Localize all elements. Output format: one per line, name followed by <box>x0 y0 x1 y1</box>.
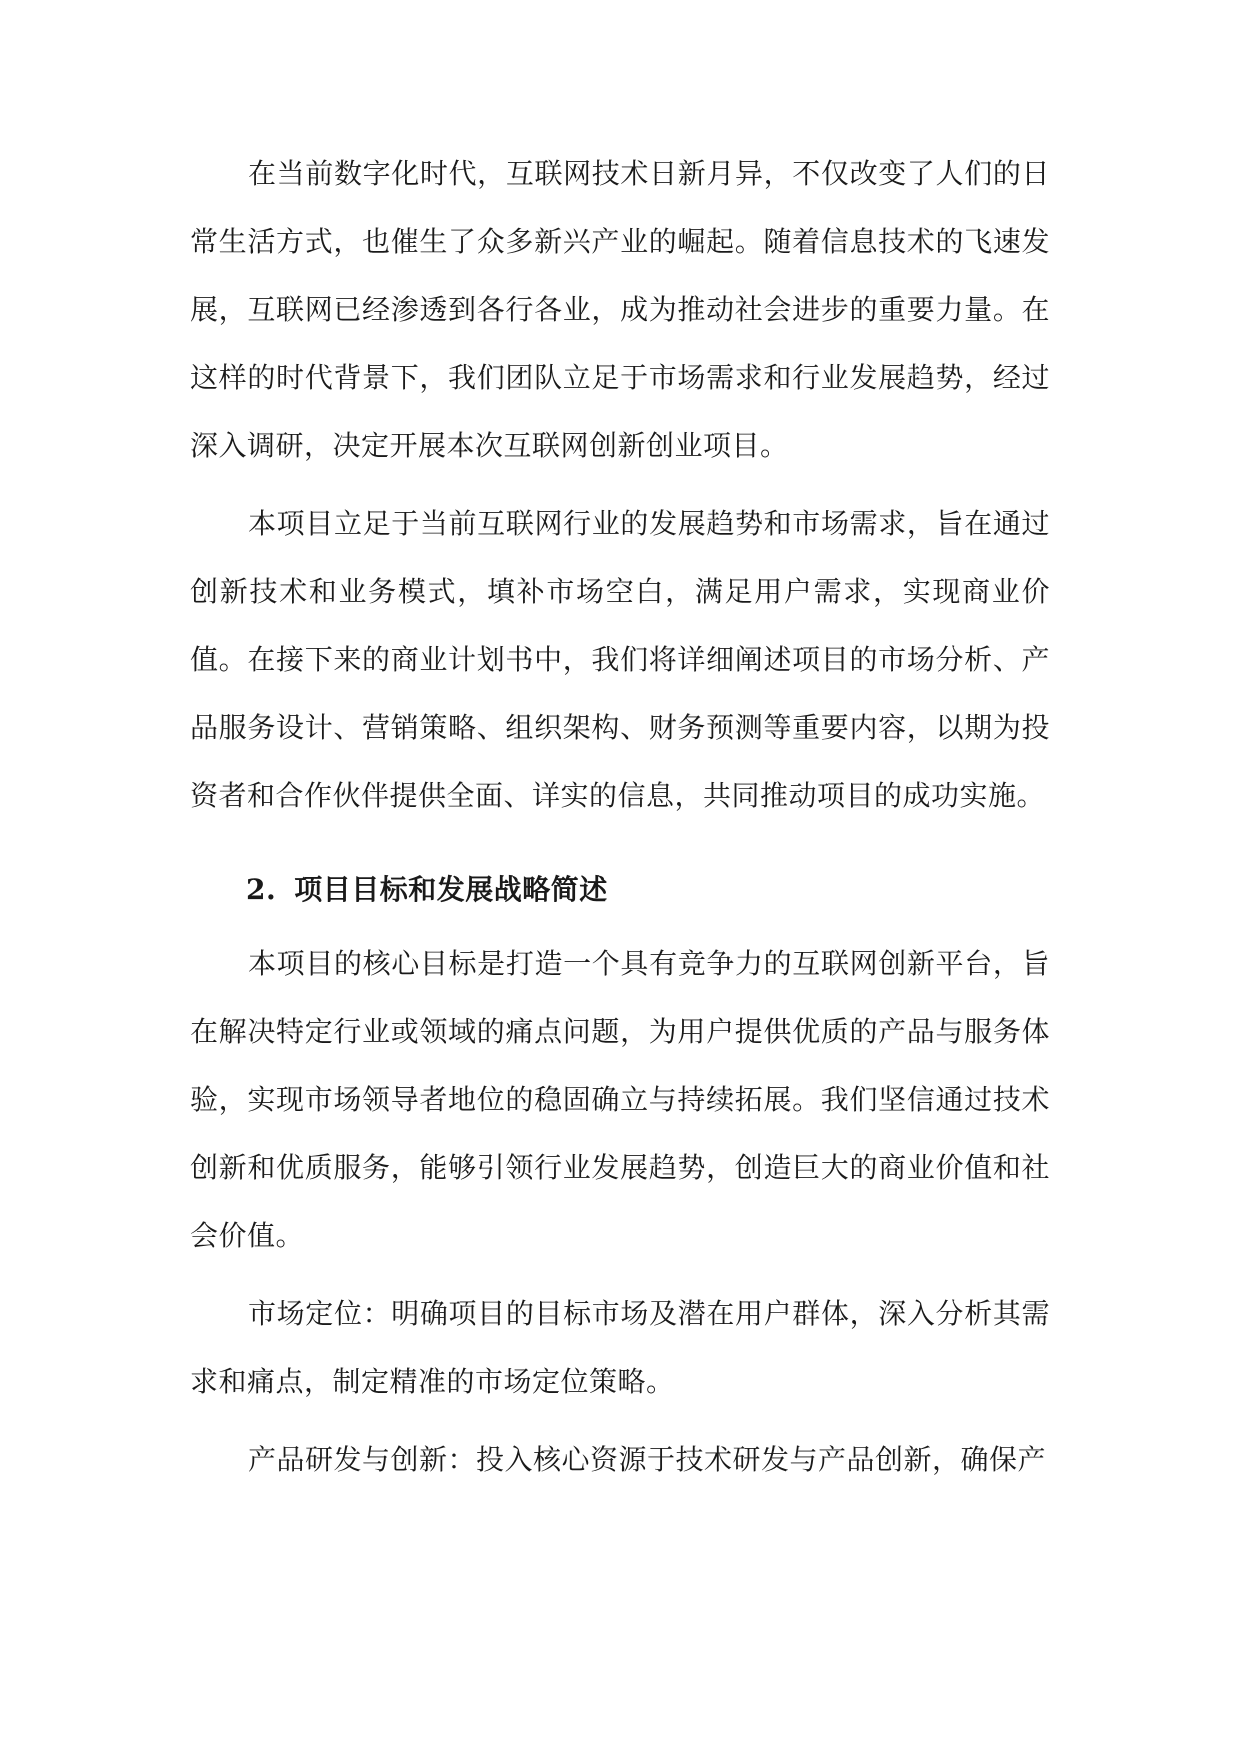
document-body <box>190 140 1050 1494</box>
section-title: 项目目标和发展战略简述 <box>294 873 608 906</box>
paragraph-market-positioning: 市场定位：明确项目的目标市场及潜在用户群体，深入分析其需求和痛点，制定精准的市场定位策略。 <box>190 1297 1050 1398</box>
paragraph-core-goal: 本项目的核心目标是打造一个具有竞争力的互联网创新平台，旨在解决特定行业或领域的痛点问题，为用户提供优质的产品与服务体验，实现市场领导者地位的稳固确立与持续拓展。我们坚信通过技术创新和优质服务，能够引领行业发展趋势，创造巨大的商业价值和社会价值。 <box>190 947 1050 1252</box>
paragraph-intro-purpose: 本项目立足于当前互联网行业的发展趋势和市场需求，旨在通过创新技术和业务模式，填补市场空白，满足用户需求，实现商业价值。在接下来的商业计划书中，我们将详细阐述项目的市场分析、产品服务设计、营销策略、组织架构、财务预测等重要内容，以期为投资者和合作伙伴提供全面、详实的信息，共同推动项目的成功实施。 <box>190 507 1050 812</box>
section-number: 2. <box>246 873 277 906</box>
section-heading <box>190 864 1050 916</box>
paragraph-product-rnd: 产品研发与创新：投入核心资源于技术研发与产品创新，确保产 <box>248 1443 1047 1476</box>
paragraph-intro-background: 在当前数字化时代，互联网技术日新月异，不仅改变了人们的日常生活方式，也催生了众多新兴产业的崛起。随着信息技术的飞速发展，互联网已经渗透到各行各业，成为推动社会进步的重要力量。在这样的时代背景下，我们团队立足于市场需求和行业发展趋势，经过深入调研，决定开展本次互联网创新创业项目。 <box>190 157 1050 462</box>
